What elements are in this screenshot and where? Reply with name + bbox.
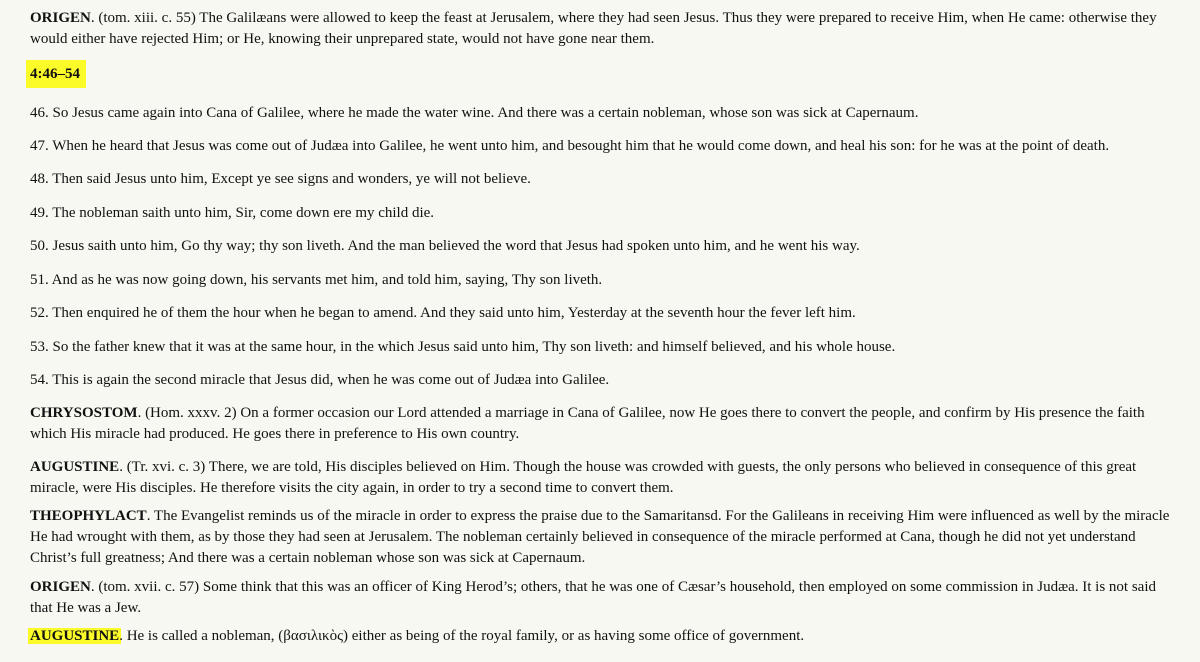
verse-46 [30, 103, 1180, 124]
verse-text: 50. Jesus saith unto him, Go thy way; thy son liveth. And the man believed the word that Jesus had spoken unto him, and he went his way. [30, 238, 860, 254]
author-name: THEOPHYLACT [30, 508, 147, 524]
commentary-text: . He is called a nobleman, (βασιλικὸς) either as being of the royal family, or as having some office of government. [119, 628, 805, 644]
verse-text: 48. Then said Jesus unto him, Except ye see signs and wonders, ye will not believe. [30, 171, 531, 187]
commentary-paragraph-chrysostom [30, 403, 1180, 445]
verse-text: 53. So the father knew that it was at the same hour, in the which Jesus said unto him, Thy son liveth: and himself believed, and his whole house. [30, 339, 896, 355]
commentary-paragraph-origen-1 [30, 8, 1180, 50]
verse-text: 54. This is again the second miracle that Jesus did, when he was come out of Judæa into Galilee. [30, 372, 610, 388]
verse-text: 46. So Jesus came again into Cana of Galilee, where he made the water wine. And there was a certain nobleman, whose son was sick at Capernaum. [30, 105, 919, 121]
passage-reference-label: 4:46–54 [30, 60, 86, 88]
verse-52 [30, 303, 1180, 324]
verse-49 [30, 203, 1180, 224]
commentary-paragraph-theophylact [30, 506, 1180, 569]
verse-47 [30, 136, 1180, 157]
verse-text: 52. Then enquired he of them the hour when he began to amend. And they said unto him, Yesterday at the seventh hour the fever left him. [30, 305, 856, 321]
verse-text: 49. The nobleman saith unto him, Sir, come down ere my child die. [30, 205, 435, 221]
verse-text: 51. And as he was now going down, his servants met him, and told him, saying, Thy son liveth. [30, 272, 603, 288]
commentary-text: . The Evangelist reminds us of the miracle in order to express the praise due to the Samaritansd. For the Galileans in receiving Him were influenced as well by the miracle He had wrought with them, as by those they had seen at Jerusalem. The nobleman certainly believed in consequence of the miracle performed at Cana, though he did not yet understand Christ’s full greatness; And there was a certain nobleman whose son was sick at Capernaum. [30, 508, 1170, 566]
author-name: AUGUSTINE [30, 459, 120, 475]
commentary-text: . (Tr. xvi. c. 3) There, we are told, His disciples believed on Him. Though the house was crowded with guests, the only persons who believed in consequence of this great miracle, were His disciples. He therefore visits the city again, in order to try a second time to convert them. [30, 459, 1137, 496]
passage-reference [30, 64, 1180, 85]
commentary-text: . (tom. xiii. c. 55) The Galilæans were allowed to keep the feast at Jerusalem, where they had seen Jesus. Thus they were prepared to receive Him, when He came: otherwise they would either have rejected Him; or He, knowing their unprepared state, would not have gone near them. [30, 10, 1157, 47]
commentary-text: . (tom. xvii. c. 57) Some think that this was an officer of King Herod’s; others, that he was one of Cæsar’s household, then employed on some commission in Judæa. It is not said that He was a Jew. [30, 579, 1156, 616]
author-name: CHRYSOSTOM [30, 405, 138, 421]
verse-54 [30, 370, 1180, 391]
commentary-paragraph-augustine-2 [30, 626, 1180, 647]
author-name-highlighted: AUGUSTINE [30, 628, 120, 644]
author-name: ORIGEN [30, 10, 91, 26]
verse-text: 47. When he heard that Jesus was come out of Judæa into Galilee, he went unto him, and besought him that he would come down, and heal his son: for he was at the point of death. [30, 138, 1110, 154]
verse-50 [30, 236, 1180, 257]
verse-51 [30, 270, 1180, 291]
author-name: ORIGEN [30, 579, 91, 595]
commentary-paragraph-augustine-1 [30, 457, 1180, 499]
verse-48 [30, 169, 1180, 190]
commentary-text: . (Hom. xxxv. 2) On a former occasion our Lord attended a marriage in Cana of Galilee, now He goes there to convert the people, and confirm by His presence the faith which His miracle had produced. He goes there in preference to His own country. [30, 405, 1145, 442]
verse-53 [30, 337, 1180, 358]
commentary-paragraph-origen-2 [30, 577, 1180, 619]
